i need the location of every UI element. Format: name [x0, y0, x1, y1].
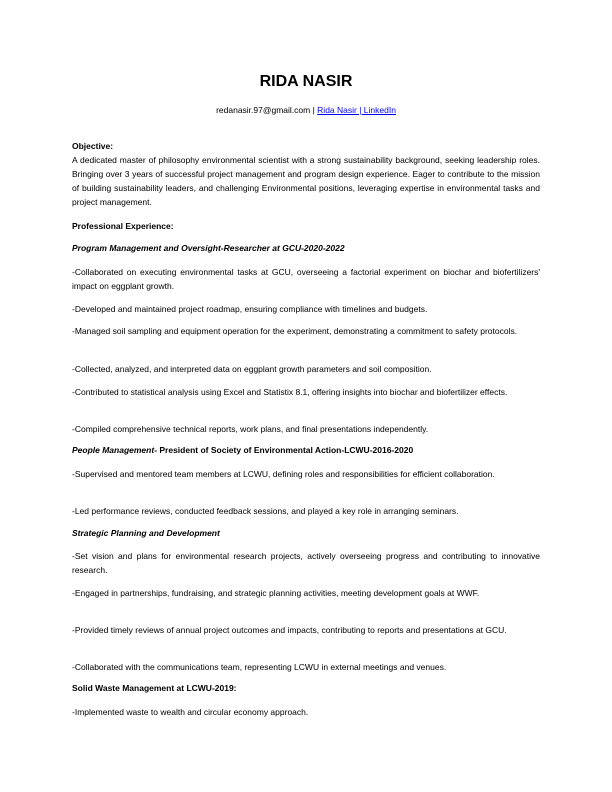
bullet: -Provided timely reviews of annual project outcomes and impacts, contributing to reports and presentations at GCU. — [72, 625, 507, 635]
bullet: -Contributed to statistical analysis using Excel and Statistix 8.1, offering insights into biochar and biofertilizer effects. — [72, 387, 508, 397]
job-title: Strategic Planning and Development — [72, 528, 220, 538]
resume-name: RIDA NASIR — [259, 73, 353, 90]
job-title-italic: People Management — [72, 445, 155, 455]
job-title-rest: - President of Society of Environmental Action-LCWU-2016-2020 — [154, 445, 414, 455]
experience-heading: Professional Experience: — [72, 221, 174, 231]
bullet: -Managed soil sampling and equipment operation for the experiment, demonstrating a commitment to safety protocols. — [72, 326, 518, 336]
bullet: -Collected, analyzed, and interpreted data on eggplant growth parameters and soil composition. — [72, 364, 432, 374]
objective-heading: Objective: — [72, 141, 114, 151]
bullet: -Engaged in partnerships, fundraising, and strategic planning activities, meeting development goals at WWF. — [72, 588, 480, 598]
bullet: -Led performance reviews, conducted feedback sessions, and played a key role in arranging seminars. — [72, 506, 459, 516]
bullet: -Developed and maintained project roadmap, ensuring compliance with timelines and budgets. — [72, 304, 428, 314]
bullet: -Collaborated on executing environmental tasks at GCU, overseeing a factorial experiment on biochar and biofertilizers' impact on eggplant growth. — [72, 267, 540, 291]
job-title: Solid Waste Management at LCWU-2019: — [72, 683, 237, 693]
bullet: -Set vision and plans for environmental research projects, actively overseeing progress and contributing to innovative research. — [72, 551, 540, 575]
bullet: -Implemented waste to wealth and circular economy approach. — [72, 707, 309, 717]
bullet: -Supervised and mentored team members at LCWU, defining roles and responsibilities for efficient collaboration. — [72, 469, 495, 479]
contact-line — [0, 103, 612, 117]
objective-text: A dedicated master of philosophy environmental scientist with a strong sustainability background, seeking leadership roles. Bringing over 3 years of successful project management and program design experience. Eager to contribute to the mission of building sustainability leaders, and challenging Environmental positions, leveraging expertise in environmental tasks and project management. — [72, 155, 540, 207]
separator: | — [310, 105, 318, 115]
bullet: -Compiled comprehensive technical reports, work plans, and final presentations independently. — [72, 424, 429, 434]
email-text: redanasir.97@gmail.com — [216, 105, 311, 115]
job-title — [72, 443, 540, 457]
job-title: Program Management and Oversight-Researcher at GCU-2020-2022 — [72, 243, 345, 253]
bullet: -Collaborated with the communications team, representing LCWU in external meetings and venues. — [72, 662, 447, 672]
linkedin-link[interactable]: Rida Nasir | LinkedIn — [317, 105, 396, 115]
